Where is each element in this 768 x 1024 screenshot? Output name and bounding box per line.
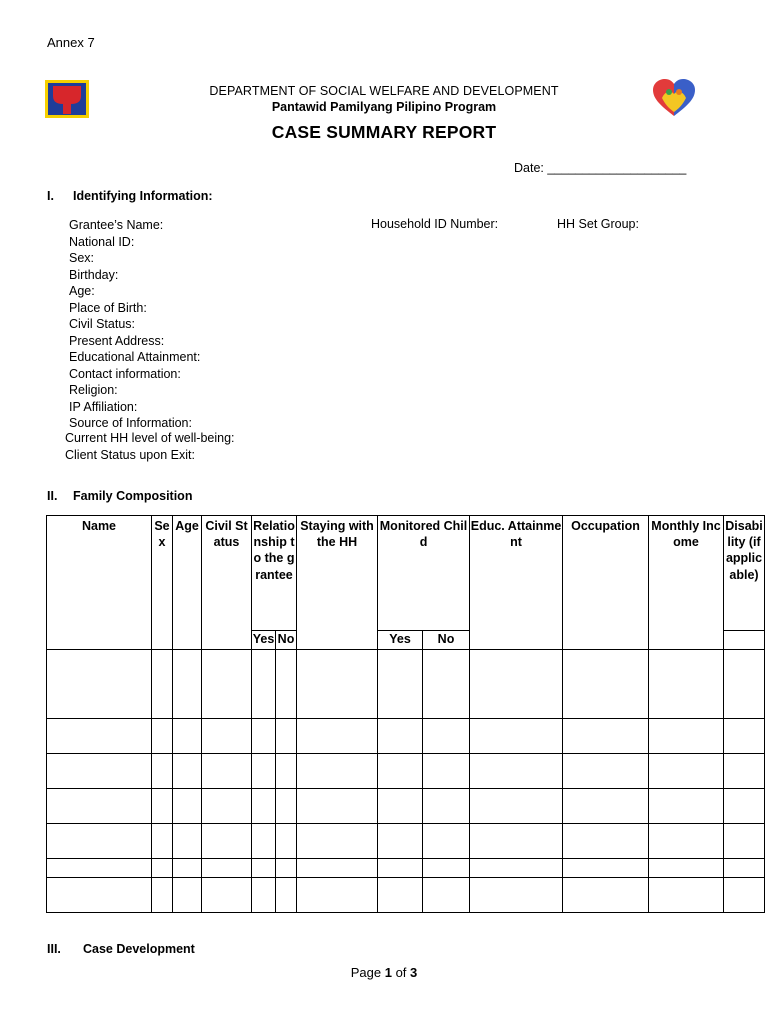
field-current-hh-level: Current HH level of well-being: xyxy=(65,431,235,445)
field-place-of-birth: Place of Birth: xyxy=(69,300,147,315)
col-header-educ-attainment: Educ. Attainment xyxy=(470,516,563,650)
col-header-name: Name xyxy=(47,516,152,650)
family-composition-table xyxy=(46,515,765,913)
section-number: II. xyxy=(47,489,58,503)
section-number: I. xyxy=(47,189,54,203)
page-number: 1 xyxy=(384,965,392,980)
col-header-age: Age xyxy=(173,516,202,650)
field-ip-affiliation: IP Affiliation: xyxy=(69,399,138,414)
field-household-id-number: Household ID Number: xyxy=(371,217,499,231)
col-header-relationship: Relationship to the grantee xyxy=(252,516,297,631)
annex-label: Annex 7 xyxy=(47,35,95,50)
field-sex: Sex: xyxy=(69,251,95,265)
table-row xyxy=(47,650,765,719)
table-row xyxy=(47,859,765,878)
date-field: Date: ____________________ xyxy=(514,161,687,175)
field-grantee-name: Grantee’s Name: xyxy=(69,218,164,232)
page-footer xyxy=(0,965,768,980)
col-header-staying: Staying with the HH xyxy=(297,516,378,650)
department-name: DEPARTMENT OF SOCIAL WELFARE AND DEVELOPMENT xyxy=(209,84,559,98)
col-header-monthly-income: Monthly Income xyxy=(649,516,724,650)
field-present-address: Present Address: xyxy=(69,333,165,348)
col-header-occupation: Occupation xyxy=(563,516,649,650)
section-title: Identifying Information: xyxy=(73,189,213,203)
program-name: Pantawid Pamilyang Pilipino Program xyxy=(271,100,497,114)
subheader-relationship-yes: Yes xyxy=(252,631,276,650)
field-educational-attainment: Educational Attainment: xyxy=(69,350,201,364)
table-row xyxy=(47,824,765,859)
subheader-monitored-no: No xyxy=(423,631,470,650)
status-fields xyxy=(65,430,235,463)
col-header-civil-status: Civil Status xyxy=(202,516,252,650)
page-total: 3 xyxy=(410,965,418,980)
section-family-composition xyxy=(47,489,192,503)
field-source-of-information: Source of Information: xyxy=(69,416,192,430)
table-header-row xyxy=(47,516,765,631)
field-birthday: Birthday: xyxy=(69,267,119,282)
subheader-monitored-yes: Yes xyxy=(378,631,423,650)
field-religion: Religion: xyxy=(69,383,118,397)
of-word: of xyxy=(395,965,407,980)
section-title: Case Development xyxy=(83,942,195,956)
field-national-id: National ID: xyxy=(69,234,135,249)
section-case-development xyxy=(47,942,195,956)
field-age: Age: xyxy=(69,284,95,298)
table-row xyxy=(47,789,765,824)
field-civil-status: Civil Status: xyxy=(69,317,135,331)
subheader-relationship-no: No xyxy=(276,631,297,650)
table-row xyxy=(47,878,765,913)
field-client-status-upon-exit: Client Status upon Exit: xyxy=(65,447,195,462)
page-word: Page xyxy=(350,965,382,980)
identifying-fields xyxy=(69,217,200,432)
subheader-disability-blank xyxy=(724,631,765,650)
col-header-disability: Disability (if applicable) xyxy=(724,516,765,631)
field-hh-set-group: HH Set Group: xyxy=(557,217,639,231)
section-title: Family Composition xyxy=(73,489,193,503)
page-title: CASE SUMMARY REPORT xyxy=(271,122,497,142)
field-contact-information: Contact information: xyxy=(69,366,181,381)
col-header-monitored-child: Monitored Child xyxy=(378,516,470,631)
col-header-sex: Sex xyxy=(152,516,173,650)
section-number: III. xyxy=(47,942,61,956)
table-row xyxy=(47,754,765,789)
table-row xyxy=(47,719,765,754)
section-identifying-information xyxy=(47,189,213,203)
